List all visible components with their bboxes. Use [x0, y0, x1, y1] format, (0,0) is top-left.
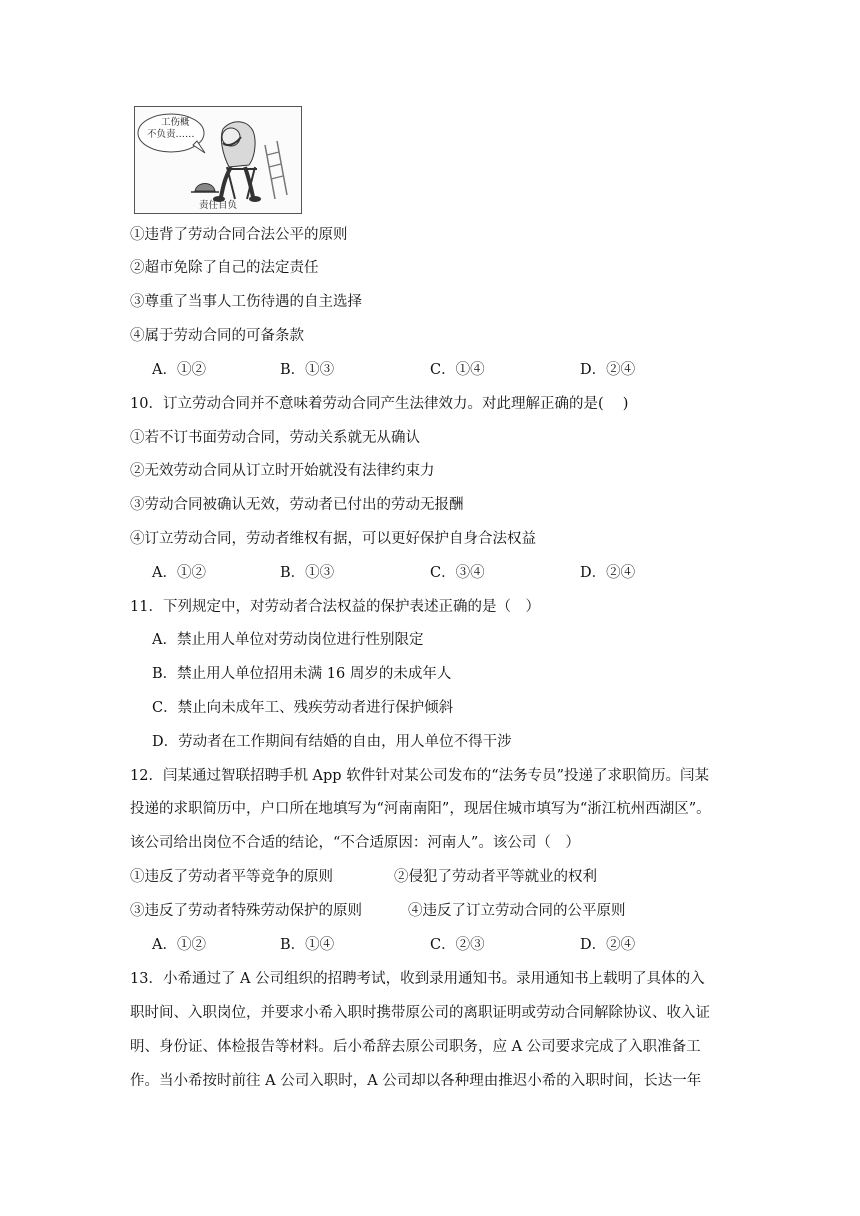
q11-stem: 11．下列规定中，对劳动者合法权益的保护表述正确的是（ ）: [130, 599, 540, 615]
q10-option-c[interactable]: C．③④: [430, 565, 485, 581]
q12-statement-3: ③违反了劳动者特殊劳动保护的原则: [130, 903, 362, 919]
q10-statement-4: ④订立劳动合同，劳动者维权有据，可以更好保护自身合法权益: [130, 531, 536, 547]
q11-option-d[interactable]: D．劳动者在工作期间有结婚的自由，用人单位不得干涉: [152, 734, 512, 750]
q12-statement-2: ②侵犯了劳动者平等就业的权利: [394, 869, 597, 885]
figure-caption: 责任自负: [198, 200, 237, 211]
q10-option-a[interactable]: A．①②: [152, 565, 206, 581]
q9-option-c[interactable]: C．①④: [430, 362, 485, 378]
q12-stem-line2: 投递的求职简历中，户口所在地填写为“河南南阳”，现居住城市填写为“浙江杭州西湖区”。: [130, 801, 711, 817]
q9-statement-3: ③尊重了当事人工伤待遇的自主选择: [130, 294, 362, 310]
q10-statement-1: ①若不订书面劳动合同，劳动关系就无从确认: [130, 430, 420, 446]
q9-option-a[interactable]: A．①②: [152, 362, 206, 378]
q9-option-d[interactable]: D．②④: [580, 362, 636, 378]
q12-option-c[interactable]: C．②③: [430, 937, 485, 953]
q10-statement-2: ②无效劳动合同从订立时开始就没有法律约束力: [130, 463, 435, 479]
q13-stem-line4: 作。当小希按时前往 A 公司入职时，A 公司却以各种理由推迟小希的入职时间，长达一年: [130, 1073, 702, 1089]
q12-option-a[interactable]: A．①②: [152, 937, 206, 953]
bubble-text-line1: 工伤概: [161, 117, 190, 128]
bubble-text-line2: 不负责……: [147, 129, 195, 140]
q13-stem-line3: 明、身份证、体检报告等材料。后小希辞去原公司职务，应 A 公司要求完成了入职准备工: [130, 1039, 701, 1055]
q11-option-c[interactable]: C．禁止向未成年工、残疾劳动者进行保护倾斜: [152, 700, 454, 716]
q12-stem-line3: 该公司给出岗位不合适的结论，“不合适原因：河南人”。该公司（ ）: [130, 835, 580, 851]
q9-statement-1: ①违背了劳动合同合法公平的原则: [130, 227, 348, 243]
q10-option-b[interactable]: B．①③: [280, 565, 335, 581]
q9-option-b[interactable]: B．①③: [280, 362, 335, 378]
q12-statement-1: ①违反了劳动者平等竞争的原则: [130, 869, 333, 885]
q10-option-d[interactable]: D．②④: [580, 565, 636, 581]
q12-option-b[interactable]: B．①④: [280, 937, 335, 953]
q11-option-b[interactable]: B．禁止用人单位招用未满 16 周岁的未成年人: [152, 666, 452, 682]
q12-option-d[interactable]: D．②④: [580, 937, 636, 953]
q9-statement-4: ④属于劳动合同的可备条款: [130, 328, 304, 344]
cartoon-figure: [134, 106, 302, 214]
q13-stem-line1: 13．小希通过了 A 公司组织的招聘考试，收到录用通知书。录用通知书上载明了具体的入: [130, 971, 705, 987]
q12-statement-4: ④违反了订立劳动合同的公平原则: [408, 903, 626, 919]
q9-statement-2: ②超市免除了自己的法定责任: [130, 260, 319, 276]
q10-statement-3: ③劳动合同被确认无效，劳动者已付出的劳动无报酬: [130, 497, 464, 513]
q11-option-a[interactable]: A．禁止用人单位对劳动岗位进行性别限定: [152, 632, 424, 648]
q10-stem: 10．订立劳动合同并不意味着劳动合同产生法律效力。对此理解正确的是( ): [130, 396, 629, 412]
q13-stem-line2: 职时间、入职岗位，并要求小希入职时携带原公司的离职证明或劳动合同解除协议、收入证: [130, 1005, 710, 1021]
q12-stem-line1: 12．闫某通过智联招聘手机 App 软件针对某公司发布的“法务专员”投递了求职简历。闫某: [130, 768, 710, 784]
